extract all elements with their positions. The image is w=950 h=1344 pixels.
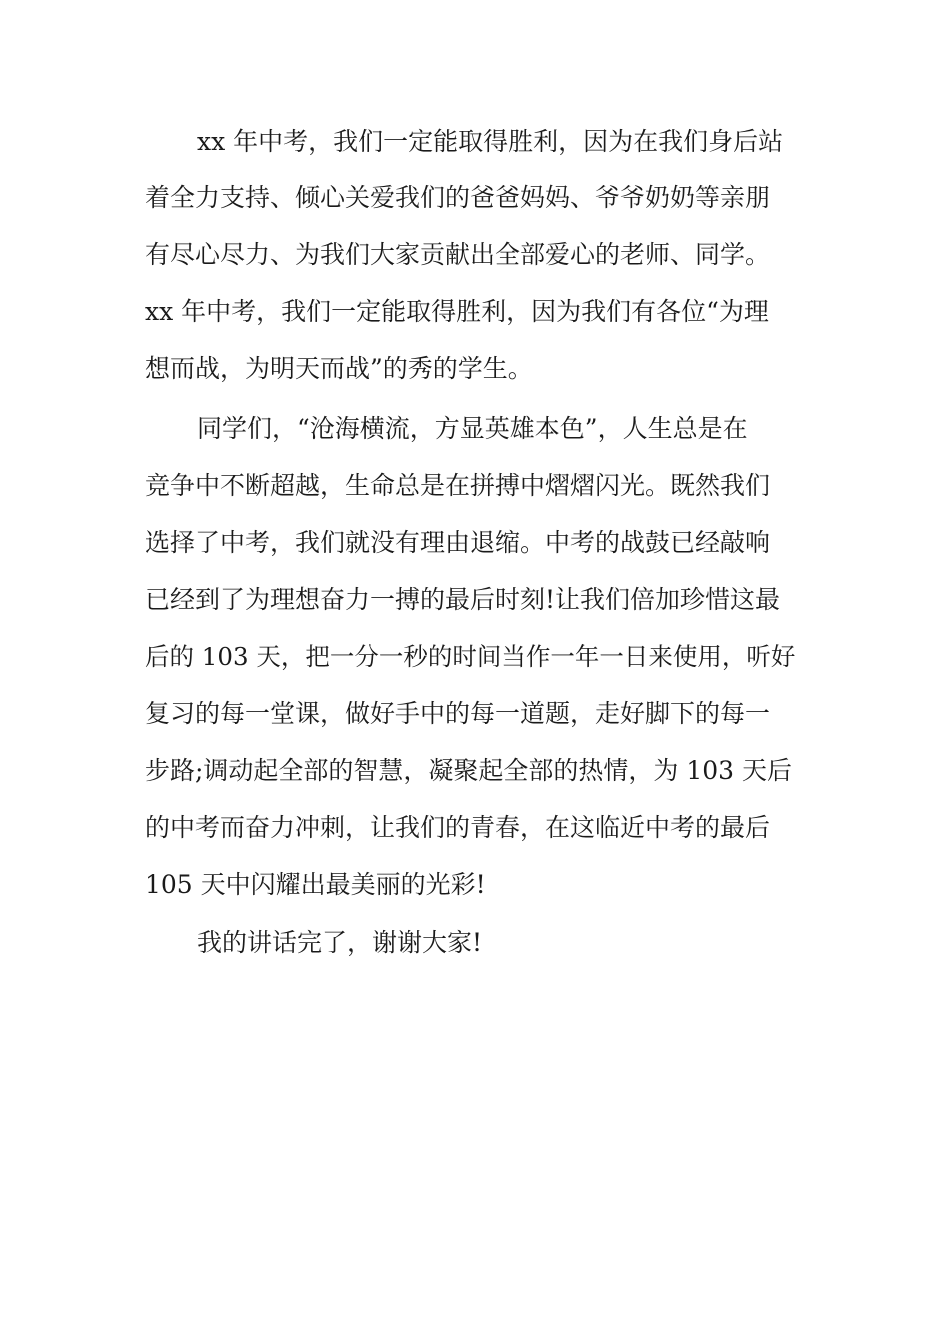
text-line: 复习的每一堂课，做好手中的每一道题，走好脚下的每一	[145, 699, 771, 728]
text-line: 步路;调动起全部的智慧，凝聚起全部的热情，为 103 天后	[145, 756, 793, 785]
text-line: 想而战，为明天而战”的秀的学生。	[145, 354, 533, 383]
text-line: 选择了中考，我们就没有理由退缩。中考的战鼓已经敲响	[145, 528, 771, 557]
text-line: 我的讲话完了，谢谢大家!	[197, 928, 483, 957]
text-line: 有尽心尽力、为我们大家贡献出全部爱心的老师、同学。	[145, 240, 771, 269]
text-line: 已经到了为理想奋力一搏的最后时刻!让我们倍加珍惜这最	[145, 585, 781, 614]
text-line: 105 天中闪耀出最美丽的光彩!	[145, 870, 486, 899]
text-line: xx 年中考，我们一定能取得胜利，因为在我们身后站	[197, 127, 784, 156]
text-line: xx 年中考，我们一定能取得胜利，因为我们有各位“为理	[145, 297, 769, 326]
text-line: 的中考而奋力冲刺，让我们的青春，在这临近中考的最后	[145, 813, 771, 842]
text-line: 着全力支持、倾心关爱我们的爸爸妈妈、爷爷奶奶等亲朋	[145, 183, 771, 212]
text-line: 后的 103 天，把一分一秒的时间当作一年一日来使用，听好	[145, 642, 796, 671]
text-line: 同学们，“沧海横流，方显英雄本色”，人生总是在	[197, 414, 748, 443]
text-line: 竞争中不断超越，生命总是在拼搏中熠熠闪光。既然我们	[145, 471, 771, 500]
